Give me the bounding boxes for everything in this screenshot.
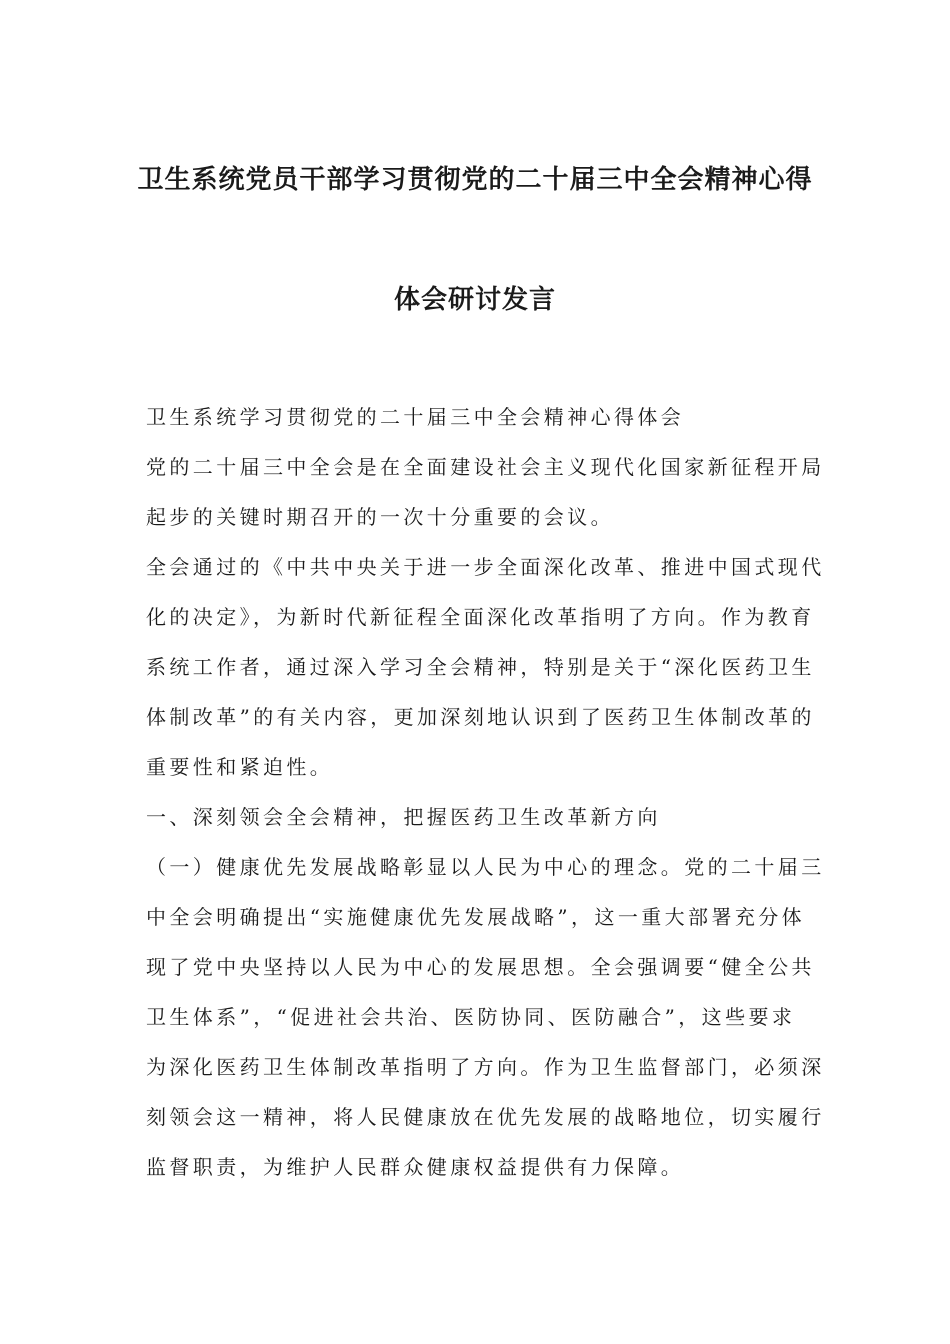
body-line: 党的二十届三中全会是在全面建设社会主义现代化国家新征程开局 — [146, 455, 825, 479]
body-line: 化的决定》，为新时代新征程全面深化改革指明了方向。作为教育 — [146, 605, 815, 629]
document-title-line-2: 体会研讨发言 — [393, 285, 556, 315]
body-line: 系统工作者，通过深入学习全会精神，特别是关于“深化医药卫生 — [146, 655, 815, 679]
body-line: 全会通过的《中共中央关于进一步全面深化改革、推进中国式现代 — [146, 555, 825, 579]
body-line: 重要性和紧迫性。 — [146, 755, 334, 779]
body-line: 中全会明确提出“实施健康优先发展战略”，这一重大部署充分体 — [146, 905, 806, 929]
body-line: 卫生系统学习贯彻党的二十届三中全会精神心得体会 — [146, 405, 685, 429]
body-line: 监督职责，为维护人民群众健康权益提供有力保障。 — [146, 1155, 685, 1179]
section-heading: 一、深刻领会全会精神，把握医药卫生改革新方向 — [146, 805, 661, 829]
document-title-line-1: 卫生系统党员干部学习贯彻党的二十届三中全会精神心得 — [137, 165, 813, 195]
body-line: （一）健康优先发展战略彰显以人民为中心的理念。党的二十届三 — [146, 855, 825, 879]
body-line: 现了党中央坚持以人民为中心的发展思想。全会强调要“健全公共 — [146, 955, 815, 979]
document-body — [146, 398, 825, 1198]
body-line: 刻领会这一精神，将人民健康放在优先发展的战略地位，切实履行 — [146, 1105, 825, 1129]
body-line: 体制改革”的有关内容，更加深刻地认识到了医药卫生体制改革的 — [146, 705, 815, 729]
body-line: 为深化医药卫生体制改革指明了方向。作为卫生监督部门，必须深 — [146, 1055, 825, 1079]
body-line: 卫生体系”，“促进社会共治、医防协同、医防融合”，这些要求 — [146, 1005, 796, 1029]
body-line: 起步的关键时期召开的一次十分重要的会议。 — [146, 505, 614, 529]
